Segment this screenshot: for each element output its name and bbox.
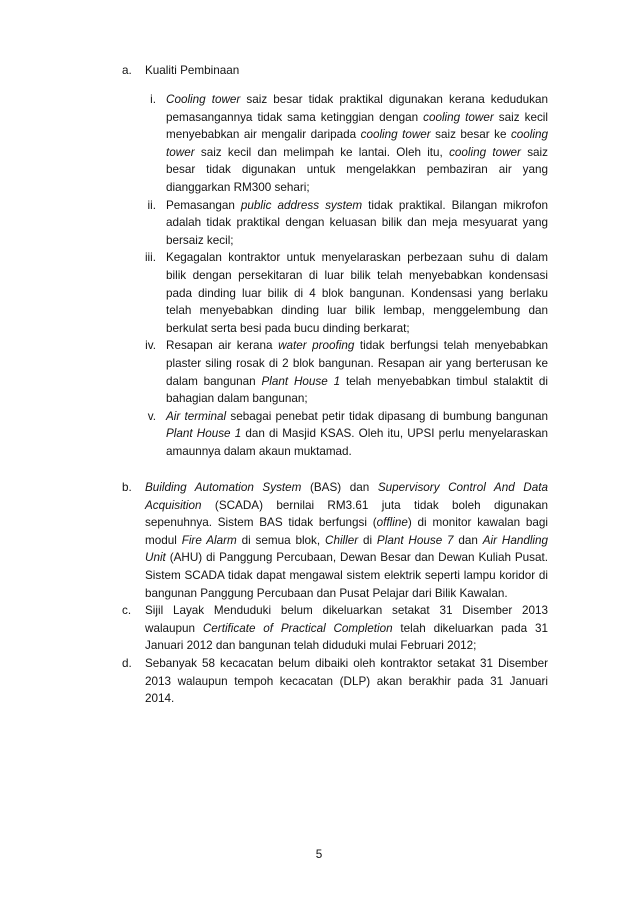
text-segment: walaupun: [145, 621, 203, 635]
italic-term: cooling tower: [360, 128, 431, 142]
item-text: [166, 197, 548, 250]
text-line: [145, 673, 548, 691]
text-line: [145, 514, 548, 532]
italic-term: Building Automation System: [145, 481, 302, 494]
italic-term: Certificate of Practical Completion: [202, 621, 393, 635]
text-line: [145, 637, 548, 655]
text-segment: bangunan Panggung Percubaan dan Pusat Pelajar dari Bilik Kawalan.: [145, 586, 508, 600]
text-segment: telah menyebabkan timbul stalaktit di: [340, 374, 548, 388]
text-line: [166, 109, 548, 127]
text-line: [166, 214, 548, 232]
list-item-a: [0, 62, 638, 80]
italic-term: Plant House 1: [261, 374, 341, 388]
text-segment: bersaiz kecil;: [166, 233, 234, 247]
italic-term: Cooling tower: [166, 93, 241, 106]
text-segment: dan di Masjid KSAS. Oleh itu, UPSI perlu menyelaraskan: [241, 427, 549, 441]
text-segment: dianggarkan RM300 sehari;: [166, 180, 310, 194]
list-marker: b.: [122, 481, 132, 494]
list-marker: v.: [147, 409, 156, 423]
italic-term: Chiller: [325, 533, 359, 547]
sub-list-item-iii: [0, 249, 638, 337]
italic-term: offline: [376, 516, 408, 530]
list-item-b: [0, 479, 638, 602]
text-segment: adalah tidak praktikal dengan keluasan bilik dan meja mesyuarat yang: [166, 216, 548, 230]
italic-term: Air Handling: [482, 533, 549, 547]
list-item-d: [0, 655, 638, 708]
text-line: [145, 655, 548, 673]
text-segment: saiz besar tidak praktikal digunakan kerana kedudukan: [240, 93, 548, 106]
text-line: [145, 479, 548, 497]
text-segment: Sebanyak 58 kecacatan belum dibaiki oleh kontraktor setakat 31 Disember: [145, 656, 548, 670]
item-text: [166, 408, 548, 461]
text-segment: pada dinding luar bilik di 4 blok bangunan. Kondensasi yang berlaku: [166, 286, 548, 300]
text-line: [145, 549, 548, 567]
text-segment: di: [358, 533, 377, 547]
text-segment: Sijil Layak Menduduki belum dikeluarkan setakat 31 Disember 2013: [145, 604, 548, 618]
list-item-c: [0, 602, 638, 655]
text-line: [166, 408, 548, 426]
item-text: [166, 91, 548, 197]
text-line: [166, 161, 548, 179]
italic-term: Fire Alarm: [181, 533, 237, 547]
text-line: [166, 320, 548, 338]
text-segment: menyebabkan air mengalir daripada: [166, 128, 361, 142]
text-segment: bilik dengan persekitaran di luar bilik telah menyebabkan kondensasi: [166, 268, 548, 282]
sub-list-item-iv: [0, 337, 638, 407]
text-segment: berkulat serta besi pada bucu dinding berkarat;: [166, 321, 410, 335]
text-segment: plaster siling rosak di 2 blok bangunan. Resapan air yang berterusan ke: [166, 356, 548, 370]
text-segment: tidak berfungsi telah menyebabkan: [354, 339, 548, 353]
section-header: [0, 62, 638, 80]
list-marker: c.: [122, 604, 132, 618]
text-segment: Sistem SCADA tidak dapat mengawal sistem elektrik seperti lampu koridor di: [145, 568, 548, 582]
sub-list-item-i: [0, 91, 638, 197]
sub-list-item-v: [0, 408, 638, 461]
text-segment: telah menyebabkan dinding luar bilik lembap, menggelembung dan: [166, 304, 548, 318]
italic-term: cooling: [510, 128, 548, 142]
text-segment: 2013 walaupun tempoh kecacatan (DLP) akan berakhir pada 31 Januari: [145, 674, 548, 688]
page-number: 5: [315, 848, 323, 861]
italic-term: cooling tower: [423, 110, 494, 124]
item-text: [145, 602, 548, 655]
text-line: [166, 197, 548, 215]
text-segment: saiz: [520, 145, 548, 159]
list-marker: ii.: [147, 198, 156, 212]
list-marker: iii.: [144, 251, 156, 265]
text-line: [166, 443, 548, 461]
text-segment: sebagai penebat petir tidak dipasang di bumbung bangunan: [226, 409, 548, 423]
list-marker: d.: [122, 656, 132, 670]
section-heading-box: [145, 62, 548, 80]
text-segment: (AHU) di Panggung Percubaan, Dewan Besar dan Dewan Kuliah Pusat.: [165, 551, 548, 565]
italic-term: Plant House 7: [376, 533, 454, 547]
item-text: [145, 655, 548, 708]
section-heading: Kualiti Pembinaan: [145, 64, 240, 77]
text-line: [145, 602, 548, 620]
text-segment: pemasangannya tidak sama ketinggian dengan: [166, 110, 424, 124]
text-line: [166, 267, 548, 285]
text-line: [166, 91, 548, 109]
text-segment: (SCADA) bernilai RM3.61 juta tidak boleh digunakan: [201, 498, 548, 512]
text-segment: dan: [453, 533, 483, 547]
text-line: [166, 144, 548, 162]
sub-list-item-ii: [0, 197, 638, 250]
item-text: [145, 479, 548, 602]
text-line: [145, 532, 548, 550]
text-segment: (BAS) dan: [301, 481, 378, 494]
text-segment: Pemasangan: [166, 198, 241, 212]
list-marker: a.: [122, 64, 132, 77]
text-line: [166, 249, 548, 267]
text-segment: Januari 2012 dan bangunan telah diduduki mulai Februari 2012;: [145, 639, 477, 653]
italic-term: Acquisition: [145, 498, 202, 512]
text-segment: saiz besar ke: [430, 128, 511, 142]
item-text: [166, 249, 548, 337]
text-segment: di semua blok,: [236, 533, 325, 547]
sub-list: [0, 91, 638, 460]
text-segment: sepenuhnya. Sistem BAS tidak berfungsi (: [145, 516, 377, 530]
text-line: [166, 425, 548, 443]
text-line: [145, 620, 548, 638]
text-segment: tidak praktikal. Bilangan mikrofon: [362, 198, 548, 212]
text-line: [166, 302, 548, 320]
text-line: [166, 355, 548, 373]
text-line: [166, 232, 548, 250]
italic-term: Supervisory Control And Data: [377, 481, 548, 494]
main-list: [0, 479, 638, 708]
text-segment: besar tidak digunakan untuk mengelakkan pembaziran air yang: [166, 163, 548, 177]
text-segment: Kegagalan kontraktor untuk menyelaraskan perbezaan suhu di dalam: [166, 251, 548, 265]
italic-term: tower: [166, 145, 195, 159]
text-segment: 2014.: [145, 692, 175, 706]
list-marker: i.: [150, 93, 156, 106]
italic-term: Air terminal: [166, 409, 227, 423]
text-segment: modul: [145, 533, 182, 547]
text-segment: saiz kecil: [493, 110, 548, 124]
text-segment: dalam bangunan: [166, 374, 262, 388]
text-line: [145, 567, 548, 585]
text-segment: telah dikeluarkan pada 31: [392, 621, 548, 635]
text-line: [145, 690, 548, 708]
text-line: [145, 585, 548, 603]
text-line: [166, 373, 548, 391]
text-line: [166, 126, 548, 144]
text-line: [145, 497, 548, 515]
text-segment: amaunnya dalam akaun muktamad.: [166, 444, 352, 458]
text-line: [166, 337, 548, 355]
italic-term: Plant House 1: [166, 427, 242, 441]
text-line: [166, 285, 548, 303]
text-segment: bahagian dalam bangunan;: [166, 392, 308, 406]
italic-term: water proofing: [278, 339, 355, 353]
item-text: [166, 337, 548, 407]
text-line: [166, 390, 548, 408]
text-segment: saiz kecil dan melimpah ke lantai. Oleh itu,: [194, 145, 450, 159]
text-line: [166, 179, 548, 197]
text-segment: Resapan air kerana: [166, 339, 279, 353]
list-marker: iv.: [145, 339, 156, 353]
italic-term: cooling tower: [449, 145, 521, 159]
italic-term: public address system: [240, 198, 363, 212]
italic-term: Unit: [145, 551, 166, 565]
text-segment: ) di monitor kawalan bagi: [407, 516, 548, 530]
